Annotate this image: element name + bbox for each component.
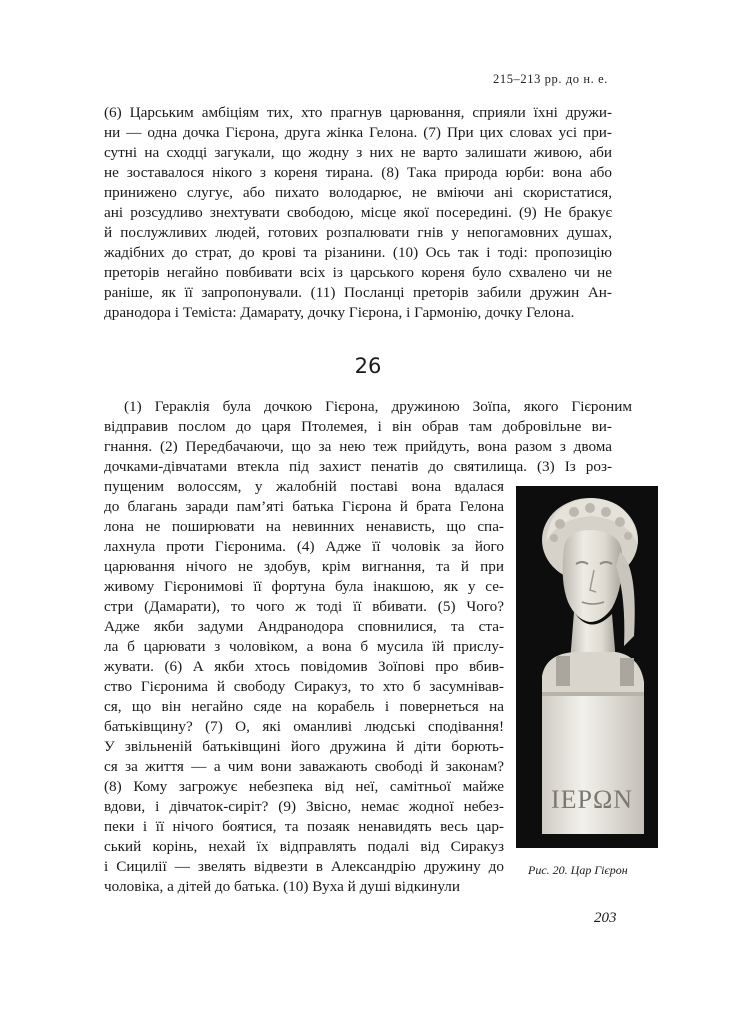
text-line: не зоставалося нікого з кореня тирана. (8) Така природа юрби: вона або [104,164,612,181]
text-line: жувати. (6) А якби хтось повідомив Зоїпові про вбив- [104,658,504,675]
text-line: живому Гієронимові її фортуна була інакшою, як у се- [104,578,504,595]
text-line: сутні на сходці загукали, що жодну з них не варто залишати живою, аби [104,144,612,161]
text-line: (6) Царським амбіціям тих, хто прагнув царювання, сприяли їхні дружи- [104,104,612,121]
text-line: ані розсудливо знехтувати свободою, місце якої посередині. (9) Не бракує [104,204,612,221]
text-line: ство Гієронима й свободу Сиракуз, то хто б засумнівав- [104,678,504,695]
text-line: чоловіка, а дітей до батька. (10) Вуха й душі відкинули [104,878,460,895]
bust-illustration [516,486,658,848]
text-line: й послужливих людей, готових розпалювати гнів у непогамовних душах, [104,224,612,241]
text-line: лахнула проти Гієронима. (4) Адже її чоловік за його [104,538,504,555]
text-line: ла б царювати з чоловіком, а вона б мусила їй прислу- [104,638,504,655]
text-line: лона не поширювати на невинних ненависть, що спа- [104,518,504,535]
text-line: преторів негайно повбивати всіх із царського кореня було схвалено чи не [104,264,612,281]
chapter-number: 26 [354,354,382,378]
text-line: раніше, як її запропонували. (11) Посланці преторів забили дружин Ан- [104,284,612,301]
text-line: пеки і її нічого боятися, та позаяк ненавидять весь цар- [104,818,504,835]
running-head: 215–213 рр. до н. е. [493,72,608,86]
text-line: вдови, і дівчаток-сиріт? (9) Звісно, немає жодної небез- [104,798,504,815]
text-line: дочками-дівчатами втекла під захист пенатів до святилища. (3) Із роз- [104,458,612,475]
bust-inscription: ΙΕΡΩΝ [550,785,634,814]
text-line: батьківщину? (7) О, які оманливі людські сподівання! [104,718,504,735]
figure-caption: Рис. 20. Цар Гієрон [528,863,628,877]
text-line: і Сицилії — звелять відвезти в Александрію дружину до [104,858,504,875]
text-line: ський корінь, нехай їх відправлять подалі від Сиракуз [104,838,504,855]
text-line: стри (Дамарати), то чого ж тоді її вбивати. (5) Чого? [104,598,504,615]
text-line: (1) Гераклія була дочкою Гієрона, дружиною Зоїпа, якого Гієроним [124,398,632,415]
text-line: царювання нічого не здобув, крім вигнання, та й при [104,558,504,575]
text-line: принижено слугує, або пихато володарює, не вміючи ані скористатися, [104,184,612,201]
text-line: ни — одна дочка Гієрона, друга жінка Гелона. (7) При цих словах усі при- [104,124,612,141]
text-line: гнання. (2) Передбачаючи, що за нею теж прийдуть, вона разом з двома [104,438,612,455]
text-line: ся, що він негайно сяде на корабель і повернеться на [104,698,504,715]
text-line: до благань заради пам’яті батька Гієрона й брата Гелона [104,498,504,515]
figure-bust-photo [516,486,658,848]
text-line: дранодора і Теміста: Дамарату, дочку Гієрона, і Гармонію, дочку Гелона. [104,304,575,321]
text-line: жадібних до страт, до крові та різанини. (10) Ось так і тоді: пропозицію [104,244,612,261]
text-line: ся за життя — а чим вони заважають свободі й законам? [104,758,504,775]
paragraph-1 [104,103,612,323]
text-line: Адже якби задуми Андранодора сповнилися, та ста- [104,618,504,635]
text-line: пущеним волоссям, у жалобній поставі вона вдалася [104,478,504,495]
text-line: (8) Кому загрожує небезпека від неї, самітньої майже [104,778,504,795]
text-line: У звільненій батьківщині його дружина й діти борють- [104,738,504,755]
text-line: відправив послом до царя Птолемея, і він обрав там добровільне ви- [104,418,612,435]
page-number: 203 [594,910,617,926]
